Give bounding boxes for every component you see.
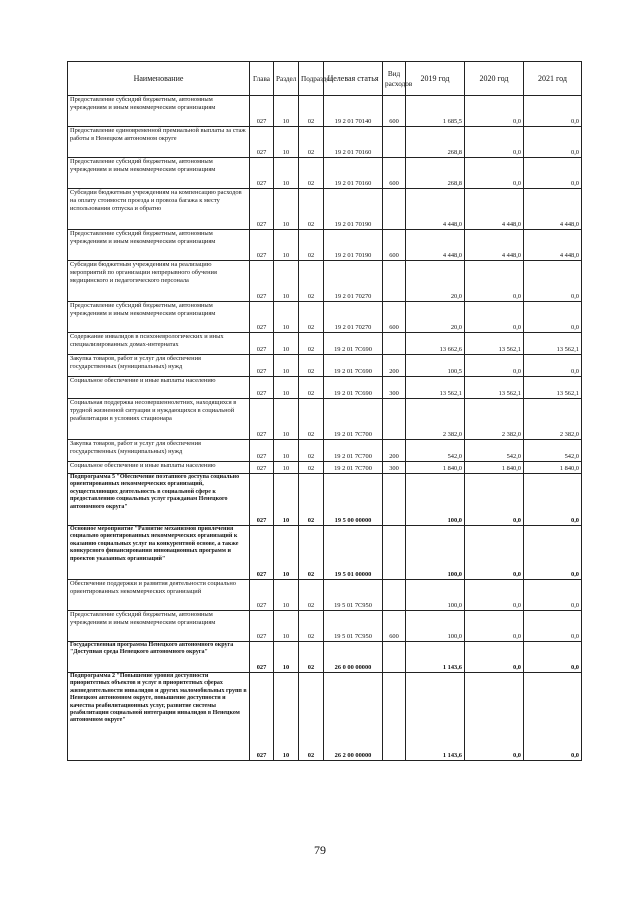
row-section: 10: [274, 230, 299, 261]
row-value-2020: 0,0: [465, 355, 524, 377]
row-value-2019: 268,8: [406, 127, 465, 158]
budget-table: [67, 61, 582, 761]
row-target-article: 19 2 01 7С690: [324, 377, 383, 399]
row-section: 10: [274, 526, 299, 580]
row-value-2021: 0,0: [524, 96, 582, 127]
row-chapter: 027: [250, 474, 274, 526]
table-row: [68, 158, 582, 189]
row-subsection: 02: [299, 158, 324, 189]
row-value-2020: 542,0: [465, 440, 524, 462]
row-chapter: 027: [250, 377, 274, 399]
row-subsection: 02: [299, 355, 324, 377]
row-section: 10: [274, 580, 299, 611]
table-row: [68, 440, 582, 462]
row-chapter: 027: [250, 333, 274, 355]
row-value-2021: 0,0: [524, 673, 582, 761]
row-target-article: 19 2 01 70190: [324, 230, 383, 261]
row-value-2020: 0,0: [465, 127, 524, 158]
row-section: 10: [274, 302, 299, 333]
row-value-2020: 13 562,1: [465, 377, 524, 399]
row-subsection: 02: [299, 462, 324, 474]
row-value-2021: 1 840,0: [524, 462, 582, 474]
header-target-article: Целевая статья: [324, 62, 383, 96]
row-subsection: 02: [299, 96, 324, 127]
row-value-2020: 0,0: [465, 673, 524, 761]
row-value-2019: 1 685,5: [406, 96, 465, 127]
row-value-2019: 13 562,1: [406, 377, 465, 399]
row-value-2021: 0,0: [524, 355, 582, 377]
row-value-2021: 0,0: [524, 302, 582, 333]
row-section: 10: [274, 189, 299, 230]
row-subsection: 02: [299, 474, 324, 526]
row-target-article: 19 2 01 70270: [324, 261, 383, 302]
table-row: [68, 377, 582, 399]
row-value-2019: 542,0: [406, 440, 465, 462]
header-chapter: Глава: [250, 62, 274, 96]
row-chapter: 027: [250, 158, 274, 189]
row-value-2021: 542,0: [524, 440, 582, 462]
row-value-2021: 13 562,1: [524, 333, 582, 355]
row-section: 10: [274, 127, 299, 158]
row-name: Предоставление субсидий бюджетным, автономным учреждениям и иным некоммерческим организациям: [68, 611, 250, 642]
row-subsection: 02: [299, 127, 324, 158]
table-row: [68, 611, 582, 642]
row-target-article: 19 2 01 70160: [324, 127, 383, 158]
row-name: Государственная программа Ненецкого автономного округа "Доступная среда Ненецкого автономного округа": [68, 642, 250, 673]
row-subsection: 02: [299, 642, 324, 673]
table-row: [68, 526, 582, 580]
row-subsection: 02: [299, 526, 324, 580]
row-section: 10: [274, 355, 299, 377]
row-expense-kind: 200: [383, 440, 406, 462]
row-value-2021: 2 382,0: [524, 399, 582, 440]
row-value-2019: 20,0: [406, 261, 465, 302]
row-target-article: 19 2 01 7С700: [324, 399, 383, 440]
row-expense-kind: [383, 474, 406, 526]
row-expense-kind: [383, 642, 406, 673]
row-subsection: 02: [299, 230, 324, 261]
row-value-2020: 2 382,0: [465, 399, 524, 440]
row-chapter: 027: [250, 230, 274, 261]
header-2021: 2021 год: [524, 62, 582, 96]
row-expense-kind: [383, 399, 406, 440]
row-target-article: 19 5 01 7С950: [324, 580, 383, 611]
row-value-2019: 100,0: [406, 580, 465, 611]
row-value-2020: 0,0: [465, 526, 524, 580]
row-expense-kind: 600: [383, 611, 406, 642]
row-value-2020: 0,0: [465, 261, 524, 302]
row-expense-kind: 600: [383, 230, 406, 261]
row-subsection: 02: [299, 580, 324, 611]
header-name: Наименование: [68, 62, 250, 96]
row-name: Закупка товаров, работ и услуг для обеспечения государственных (муниципальных) нужд: [68, 440, 250, 462]
row-target-article: 19 2 01 70160: [324, 158, 383, 189]
row-value-2019: 1 143,6: [406, 673, 465, 761]
row-expense-kind: 600: [383, 96, 406, 127]
row-section: 10: [274, 642, 299, 673]
row-value-2019: 1 143,6: [406, 642, 465, 673]
header-2019: 2019 год: [406, 62, 465, 96]
row-value-2020: 4 448,0: [465, 230, 524, 261]
row-value-2019: 2 382,0: [406, 399, 465, 440]
row-value-2021: 4 448,0: [524, 189, 582, 230]
row-name: Социальное обеспечение и иные выплаты населению: [68, 462, 250, 474]
row-value-2020: 0,0: [465, 302, 524, 333]
table-row: [68, 127, 582, 158]
table-row: [68, 302, 582, 333]
row-value-2021: 0,0: [524, 642, 582, 673]
header-expense-kind: Вид расходов: [383, 62, 406, 96]
row-name: Социальное обеспечение и иные выплаты населению: [68, 377, 250, 399]
row-target-article: 19 2 01 70270: [324, 302, 383, 333]
table-body: [68, 96, 582, 761]
row-value-2021: 0,0: [524, 611, 582, 642]
row-value-2021: 0,0: [524, 474, 582, 526]
row-value-2021: 0,0: [524, 158, 582, 189]
table-row: [68, 189, 582, 230]
row-section: 10: [274, 611, 299, 642]
row-subsection: 02: [299, 377, 324, 399]
row-value-2019: 100,0: [406, 611, 465, 642]
table-row: [68, 462, 582, 474]
row-chapter: 027: [250, 673, 274, 761]
row-chapter: 027: [250, 355, 274, 377]
row-name: Предоставление субсидий бюджетным, автономным учреждениям и иным некоммерческим организациям: [68, 96, 250, 127]
row-name: Обеспечение поддержки и развития деятельности социально ориентированных некоммерческих организаций: [68, 580, 250, 611]
row-subsection: 02: [299, 189, 324, 230]
row-chapter: 027: [250, 611, 274, 642]
row-chapter: 027: [250, 96, 274, 127]
row-value-2020: 0,0: [465, 96, 524, 127]
row-section: 10: [274, 96, 299, 127]
row-value-2019: 20,0: [406, 302, 465, 333]
row-value-2020: 1 840,0: [465, 462, 524, 474]
header-section: Раздел: [274, 62, 299, 96]
row-value-2021: 0,0: [524, 261, 582, 302]
row-value-2019: 13 662,6: [406, 333, 465, 355]
row-name: Субсидии бюджетным учреждениям на компенсацию расходов на оплату стоимости проезда и провоза багажа к месту использования отпуска и обратно: [68, 189, 250, 230]
row-expense-kind: [383, 333, 406, 355]
row-name: Подпрограмма 5 "Обеспечение поэтапного доступа социально ориентированных некоммерческих организаций, осуществляющих деятельность в социальной сфере к предоставлению социальных услуг гражданам Ненецкого автономного округа": [68, 474, 250, 526]
table-row: [68, 96, 582, 127]
row-value-2019: 100,0: [406, 474, 465, 526]
row-subsection: 02: [299, 333, 324, 355]
row-name: Предоставление субсидий бюджетным, автономным учреждениям и иным некоммерческим организациям: [68, 230, 250, 261]
header-2020: 2020 год: [465, 62, 524, 96]
row-expense-kind: [383, 127, 406, 158]
row-target-article: 19 2 01 7С700: [324, 462, 383, 474]
table-row: [68, 230, 582, 261]
row-subsection: 02: [299, 261, 324, 302]
row-value-2019: 4 448,0: [406, 189, 465, 230]
row-name: Предоставление единовременной премиальной выплаты за стаж работы в Ненецком автономном округе: [68, 127, 250, 158]
row-name: Социальная поддержка несовершеннолетних, находящихся в трудной жизненной ситуации и нуждающихся в социальной реабилитации в условиях стационара: [68, 399, 250, 440]
row-value-2021: 4 448,0: [524, 230, 582, 261]
row-target-article: 19 2 01 70140: [324, 96, 383, 127]
row-subsection: 02: [299, 611, 324, 642]
row-chapter: 027: [250, 440, 274, 462]
row-chapter: 027: [250, 261, 274, 302]
table-row: [68, 580, 582, 611]
row-value-2020: 4 448,0: [465, 189, 524, 230]
row-section: 10: [274, 462, 299, 474]
table-header-row: [68, 62, 582, 96]
row-chapter: 027: [250, 302, 274, 333]
row-name: Основное мероприятие "Развитие механизмов привлечения социально ориентированных некоммерческих организаций к оказанию социальных услуг на конкурентной основе, а также конкурсного финансирования инновационных программ и проектов указанных организаций": [68, 526, 250, 580]
table-row: [68, 642, 582, 673]
row-subsection: 02: [299, 399, 324, 440]
table-row: [68, 399, 582, 440]
row-expense-kind: 300: [383, 462, 406, 474]
row-value-2021: 13 562,1: [524, 377, 582, 399]
row-section: 10: [274, 673, 299, 761]
row-subsection: 02: [299, 673, 324, 761]
row-value-2020: 0,0: [465, 474, 524, 526]
row-subsection: 02: [299, 440, 324, 462]
row-value-2021: 0,0: [524, 127, 582, 158]
row-target-article: 19 2 01 7С700: [324, 440, 383, 462]
row-chapter: 027: [250, 642, 274, 673]
row-expense-kind: [383, 261, 406, 302]
row-chapter: 027: [250, 462, 274, 474]
row-value-2020: 0,0: [465, 642, 524, 673]
page-number: 79: [314, 843, 326, 857]
table-row: [68, 261, 582, 302]
row-target-article: 26 0 00 00000: [324, 642, 383, 673]
row-value-2019: 4 448,0: [406, 230, 465, 261]
row-name: Закупка товаров, работ и услуг для обеспечения государственных (муниципальных) нужд: [68, 355, 250, 377]
row-chapter: 027: [250, 580, 274, 611]
row-chapter: 027: [250, 189, 274, 230]
row-expense-kind: [383, 526, 406, 580]
table-row: [68, 333, 582, 355]
table-row: [68, 673, 582, 761]
row-section: 10: [274, 377, 299, 399]
row-target-article: 19 5 01 00000: [324, 526, 383, 580]
row-expense-kind: [383, 580, 406, 611]
row-name: Предоставление субсидий бюджетным, автономным учреждениям и иным некоммерческим организациям: [68, 158, 250, 189]
row-section: 10: [274, 440, 299, 462]
row-expense-kind: 300: [383, 377, 406, 399]
row-expense-kind: 600: [383, 302, 406, 333]
row-expense-kind: [383, 673, 406, 761]
row-chapter: 027: [250, 526, 274, 580]
row-section: 10: [274, 399, 299, 440]
row-expense-kind: 600: [383, 158, 406, 189]
row-target-article: 19 2 01 7С690: [324, 355, 383, 377]
row-section: 10: [274, 261, 299, 302]
row-value-2021: 0,0: [524, 526, 582, 580]
row-section: 10: [274, 474, 299, 526]
row-name: Подпрограмма 2 "Повышение уровня доступности приоритетных объектов и услуг в приоритетных сферах жизнедеятельности инвалидов и других маломобильных групп в Ненецком автономном округе, повышение доступности и качества реабилитационных услуг, развитие системы реабилитации социальной интеграции инвалидов в Ненецком автономном округе": [68, 673, 250, 761]
row-subsection: 02: [299, 302, 324, 333]
row-target-article: 19 2 01 70190: [324, 189, 383, 230]
row-expense-kind: [383, 189, 406, 230]
row-chapter: 027: [250, 399, 274, 440]
row-value-2019: 268,8: [406, 158, 465, 189]
row-target-article: 19 2 01 7С690: [324, 333, 383, 355]
row-name: Предоставление субсидий бюджетным, автономным учреждениям и иным некоммерческим организациям: [68, 302, 250, 333]
row-value-2020: 13 562,1: [465, 333, 524, 355]
row-target-article: 19 5 00 00000: [324, 474, 383, 526]
row-value-2020: 0,0: [465, 611, 524, 642]
row-section: 10: [274, 158, 299, 189]
row-target-article: 26 2 00 00000: [324, 673, 383, 761]
row-value-2020: 0,0: [465, 158, 524, 189]
row-chapter: 027: [250, 127, 274, 158]
row-name: Субсидии бюджетным учреждениям на реализацию мероприятий по организации непрерывного обучения медицинского и педагогического персонала: [68, 261, 250, 302]
table-row: [68, 474, 582, 526]
row-value-2019: 100,5: [406, 355, 465, 377]
row-value-2021: 0,0: [524, 580, 582, 611]
row-expense-kind: 200: [383, 355, 406, 377]
row-target-article: 19 5 01 7С950: [324, 611, 383, 642]
row-value-2020: 0,0: [465, 580, 524, 611]
row-name: Содержание инвалидов в психоневрологических и иных специализированных домах-интернатах: [68, 333, 250, 355]
row-section: 10: [274, 333, 299, 355]
row-value-2019: 1 840,0: [406, 462, 465, 474]
table-row: [68, 355, 582, 377]
header-subsection: Подраздел: [299, 62, 324, 96]
row-value-2019: 100,0: [406, 526, 465, 580]
